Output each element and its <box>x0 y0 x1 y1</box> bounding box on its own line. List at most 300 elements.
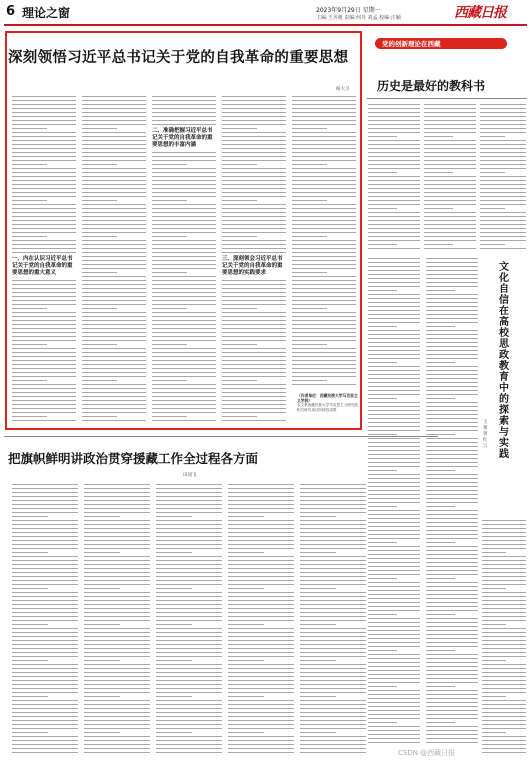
text-line <box>426 622 478 623</box>
text-line <box>300 504 366 505</box>
text-line <box>228 728 294 729</box>
text-line <box>424 216 476 217</box>
text-line <box>222 420 286 421</box>
text-line <box>482 744 526 745</box>
text-line <box>300 632 366 633</box>
text-line <box>368 482 420 483</box>
text-line <box>12 600 78 601</box>
text-line <box>368 216 420 217</box>
text-line <box>368 290 397 291</box>
text-line <box>82 388 146 389</box>
text-line <box>12 612 78 613</box>
text-line <box>368 454 420 455</box>
text-line <box>300 500 366 501</box>
text-line <box>12 228 76 229</box>
text-line <box>426 574 478 575</box>
text-line <box>292 352 356 353</box>
text-line <box>424 140 476 141</box>
text-line <box>222 308 257 309</box>
text-line <box>84 636 150 637</box>
text-line <box>84 504 150 505</box>
text-line <box>480 108 526 109</box>
text-line <box>426 678 478 679</box>
text-line <box>228 652 294 653</box>
text-line <box>156 532 222 533</box>
text-line <box>82 356 146 357</box>
text-line <box>368 618 420 619</box>
text-line <box>228 508 294 509</box>
text-line <box>156 544 222 545</box>
text-line <box>222 228 286 229</box>
text-line <box>12 200 47 201</box>
text-line <box>12 300 76 301</box>
text-line <box>152 384 216 385</box>
text-line <box>424 204 476 205</box>
text-line <box>368 462 420 463</box>
text-line <box>82 420 146 421</box>
text-line <box>12 520 78 521</box>
text-line <box>228 616 294 617</box>
text-line <box>228 584 294 585</box>
text-line <box>426 654 478 655</box>
text-line <box>12 296 76 297</box>
text-line <box>426 482 478 483</box>
text-line <box>292 368 356 369</box>
text-line <box>222 216 286 217</box>
text-line <box>482 572 526 573</box>
text-line <box>480 136 505 137</box>
text-line <box>292 208 356 209</box>
text-line <box>426 394 478 395</box>
text-line <box>424 232 476 233</box>
masthead-rule <box>4 24 527 26</box>
text-line <box>368 678 420 679</box>
text-line <box>368 358 420 359</box>
text-line <box>152 292 216 293</box>
text-line <box>152 416 187 417</box>
text-line <box>82 300 146 301</box>
text-line <box>82 360 146 361</box>
text-line <box>482 672 526 673</box>
text-line <box>300 688 366 689</box>
text-line <box>300 628 366 629</box>
text-line <box>368 530 420 531</box>
text-line <box>228 692 294 693</box>
text-line <box>426 442 478 443</box>
text-line <box>424 128 476 129</box>
text-line <box>222 124 286 125</box>
text-line <box>368 370 420 371</box>
text-line <box>368 208 397 209</box>
text-line <box>300 548 366 549</box>
text-line <box>82 244 146 245</box>
text-line <box>152 332 216 333</box>
text-line <box>12 224 76 225</box>
text-line <box>482 748 526 749</box>
text-line <box>156 520 222 521</box>
text-line <box>424 108 476 109</box>
text-line <box>84 732 120 733</box>
text-line <box>84 568 150 569</box>
text-line <box>424 224 476 225</box>
text-line <box>12 312 76 313</box>
text-line <box>82 400 146 401</box>
text-line <box>82 236 117 237</box>
page-number: 6 <box>6 4 16 19</box>
text-line <box>292 140 356 141</box>
text-line <box>426 402 478 403</box>
text-line <box>84 640 150 641</box>
text-line <box>368 402 420 403</box>
text-line <box>292 160 356 161</box>
text-line <box>424 104 476 105</box>
text-line <box>156 620 222 621</box>
text-line <box>424 228 476 229</box>
text-line <box>152 220 216 221</box>
text-line <box>222 376 286 377</box>
text-line <box>368 490 420 491</box>
text-line <box>424 164 476 165</box>
text-line <box>292 112 356 113</box>
text-line <box>368 104 420 105</box>
text-line <box>300 588 336 589</box>
text-line <box>156 584 222 585</box>
text-line <box>156 720 222 721</box>
text-line <box>426 354 478 355</box>
text-line <box>82 184 146 185</box>
text-line <box>480 112 526 113</box>
text-line <box>300 712 366 713</box>
main-article-title: 深刻领悟习近平总书记关于党的自我革命的重要思想 <box>8 49 349 66</box>
text-line <box>480 232 526 233</box>
text-line <box>82 284 146 285</box>
text-line <box>228 532 294 533</box>
text-line <box>82 156 146 157</box>
text-line <box>156 700 222 701</box>
text-line <box>12 732 48 733</box>
text-line <box>222 400 286 401</box>
text-line <box>482 552 506 553</box>
text-line <box>12 408 76 409</box>
text-line <box>82 364 146 365</box>
text-line <box>368 518 420 519</box>
text-line <box>368 598 420 599</box>
text-line <box>424 132 476 133</box>
text-line <box>12 168 76 169</box>
text-line <box>222 368 286 369</box>
text-line <box>12 624 48 625</box>
text-line <box>292 364 356 365</box>
text-line <box>222 96 286 97</box>
text-line <box>292 184 356 185</box>
text-line <box>300 660 336 661</box>
text-line <box>300 668 366 669</box>
main-section-heading-2: 二、准确把握习近平总书记关于党的自我革命的重要思想的丰富内涵 <box>152 128 213 148</box>
text-line <box>228 612 294 613</box>
text-line <box>300 704 366 705</box>
text-line <box>12 736 78 737</box>
text-line <box>228 540 294 541</box>
text-line <box>300 608 366 609</box>
text-line <box>228 576 294 577</box>
text-line <box>152 296 216 297</box>
text-line <box>152 264 216 265</box>
text-line <box>426 570 478 571</box>
text-line <box>152 160 216 161</box>
text-line <box>12 692 78 693</box>
text-line <box>156 652 222 653</box>
text-line <box>12 164 47 165</box>
text-line <box>12 704 78 705</box>
text-line <box>228 600 294 601</box>
text-line <box>12 516 48 517</box>
text-line <box>368 398 397 399</box>
text-line <box>482 704 526 705</box>
text-line <box>12 160 76 161</box>
text-line <box>228 484 294 485</box>
text-line <box>482 712 526 713</box>
text-line <box>368 738 420 739</box>
text-line <box>368 446 420 447</box>
text-line <box>12 508 78 509</box>
text-line <box>426 518 478 519</box>
text-line <box>82 396 146 397</box>
text-line <box>222 316 286 317</box>
text-line <box>228 724 294 725</box>
text-line <box>426 406 478 407</box>
text-line <box>368 128 420 129</box>
text-line <box>152 300 216 301</box>
text-line <box>424 116 476 117</box>
text-line <box>292 360 356 361</box>
text-line <box>426 558 478 559</box>
text-line <box>84 596 150 597</box>
text-line <box>368 442 420 443</box>
text-line <box>368 498 420 499</box>
text-line <box>368 298 420 299</box>
vertical-article-author: 王蕾 曾红云 <box>483 420 488 449</box>
text-line <box>300 732 336 733</box>
text-line <box>228 732 264 733</box>
text-line <box>156 656 222 657</box>
text-line <box>156 624 192 625</box>
text-line <box>12 500 78 501</box>
text-line <box>84 500 150 501</box>
text-line <box>84 512 150 513</box>
text-line <box>84 680 150 681</box>
text-line <box>152 328 216 329</box>
text-line <box>222 312 286 313</box>
text-line <box>426 362 455 363</box>
text-line <box>84 560 150 561</box>
text-line <box>12 364 76 365</box>
text-line <box>12 404 76 405</box>
text-line <box>300 648 366 649</box>
text-line <box>152 408 216 409</box>
text-line <box>292 292 356 293</box>
text-line <box>12 696 48 697</box>
text-line <box>12 636 78 637</box>
text-line <box>300 540 366 541</box>
text-line <box>480 148 526 149</box>
text-line <box>482 520 526 521</box>
text-line <box>152 108 216 109</box>
text-line <box>426 374 478 375</box>
text-line <box>482 536 526 537</box>
section-name: 理论之窗 <box>22 6 71 20</box>
text-line <box>152 104 216 105</box>
text-line <box>300 508 366 509</box>
text-line <box>480 188 526 189</box>
text-line <box>368 366 420 367</box>
text-line <box>12 308 47 309</box>
text-line <box>424 188 476 189</box>
text-line <box>426 266 478 267</box>
text-line <box>368 534 420 535</box>
text-line <box>482 668 526 669</box>
text-line <box>156 640 222 641</box>
text-line <box>152 176 216 177</box>
text-line <box>228 636 294 637</box>
text-line <box>82 124 146 125</box>
text-line <box>368 706 420 707</box>
text-line <box>368 674 420 675</box>
text-line <box>480 248 526 249</box>
text-line <box>368 722 397 723</box>
text-line <box>152 236 187 237</box>
text-line <box>152 400 216 401</box>
bottom-article-author: 田园飞 <box>183 473 197 478</box>
text-line <box>426 602 478 603</box>
text-line <box>84 616 150 617</box>
text-line <box>368 458 420 459</box>
text-line <box>368 650 397 651</box>
text-line <box>222 164 257 165</box>
text-line <box>156 580 222 581</box>
text-line <box>222 304 286 305</box>
text-line <box>12 580 78 581</box>
text-line <box>368 236 420 237</box>
text-line <box>152 308 187 309</box>
text-line <box>368 718 420 719</box>
text-line <box>292 236 327 237</box>
text-line <box>222 224 286 225</box>
text-line <box>156 528 222 529</box>
text-line <box>368 306 420 307</box>
text-line <box>292 196 356 197</box>
text-line <box>228 632 294 633</box>
text-line <box>12 684 78 685</box>
text-line <box>82 392 146 393</box>
text-line <box>152 280 216 281</box>
text-line <box>368 156 420 157</box>
text-line <box>222 184 286 185</box>
text-line <box>368 734 420 735</box>
text-line <box>368 670 420 671</box>
text-line <box>222 352 286 353</box>
text-line <box>228 736 294 737</box>
text-line <box>84 716 150 717</box>
text-line <box>292 260 356 261</box>
text-line <box>12 292 76 293</box>
text-line <box>368 686 397 687</box>
text-line <box>426 714 478 715</box>
text-line <box>82 304 146 305</box>
text-line <box>12 108 76 109</box>
text-line <box>426 410 478 411</box>
text-line <box>426 726 478 727</box>
text-line <box>152 112 216 113</box>
text-line <box>12 140 76 141</box>
text-line <box>426 666 478 667</box>
text-line <box>152 188 216 189</box>
text-line <box>156 696 192 697</box>
text-line <box>426 282 478 283</box>
text-line <box>426 538 478 539</box>
text-line <box>228 524 294 525</box>
text-line <box>368 152 420 153</box>
text-line <box>300 600 366 601</box>
text-line <box>156 676 222 677</box>
text-line <box>152 240 216 241</box>
text-line <box>84 696 120 697</box>
text-line <box>12 620 78 621</box>
text-line <box>12 220 76 221</box>
text-line <box>82 116 146 117</box>
text-line <box>156 648 222 649</box>
text-line <box>368 200 420 201</box>
text-line <box>368 566 420 567</box>
text-line <box>368 486 420 487</box>
text-line <box>368 546 420 547</box>
text-line <box>12 712 78 713</box>
text-line <box>84 688 150 689</box>
text-line <box>426 502 478 503</box>
text-line <box>228 492 294 493</box>
text-line <box>292 272 327 273</box>
text-line <box>12 504 78 505</box>
text-line <box>222 176 286 177</box>
text-line <box>300 644 366 645</box>
text-line <box>426 562 478 563</box>
newspaper-logo: 西藏日报 <box>454 5 506 21</box>
text-line <box>368 514 420 515</box>
text-line <box>84 736 150 737</box>
text-line <box>222 408 286 409</box>
text-line <box>222 348 286 349</box>
text-line <box>84 628 150 629</box>
text-line <box>426 610 478 611</box>
text-line <box>426 730 478 731</box>
text-line <box>82 100 146 101</box>
text-line <box>424 156 476 157</box>
text-line <box>292 344 327 345</box>
text-line <box>228 744 294 745</box>
text-line <box>426 690 478 691</box>
text-line <box>12 352 76 353</box>
text-line <box>152 168 216 169</box>
text-line <box>292 304 356 305</box>
text-line <box>222 104 286 105</box>
text-line <box>156 524 222 525</box>
text-line <box>82 208 146 209</box>
text-line <box>292 128 327 129</box>
text-line <box>292 264 356 265</box>
text-line <box>84 748 150 749</box>
text-line <box>12 648 78 649</box>
text-line <box>82 112 146 113</box>
text-line <box>222 172 286 173</box>
